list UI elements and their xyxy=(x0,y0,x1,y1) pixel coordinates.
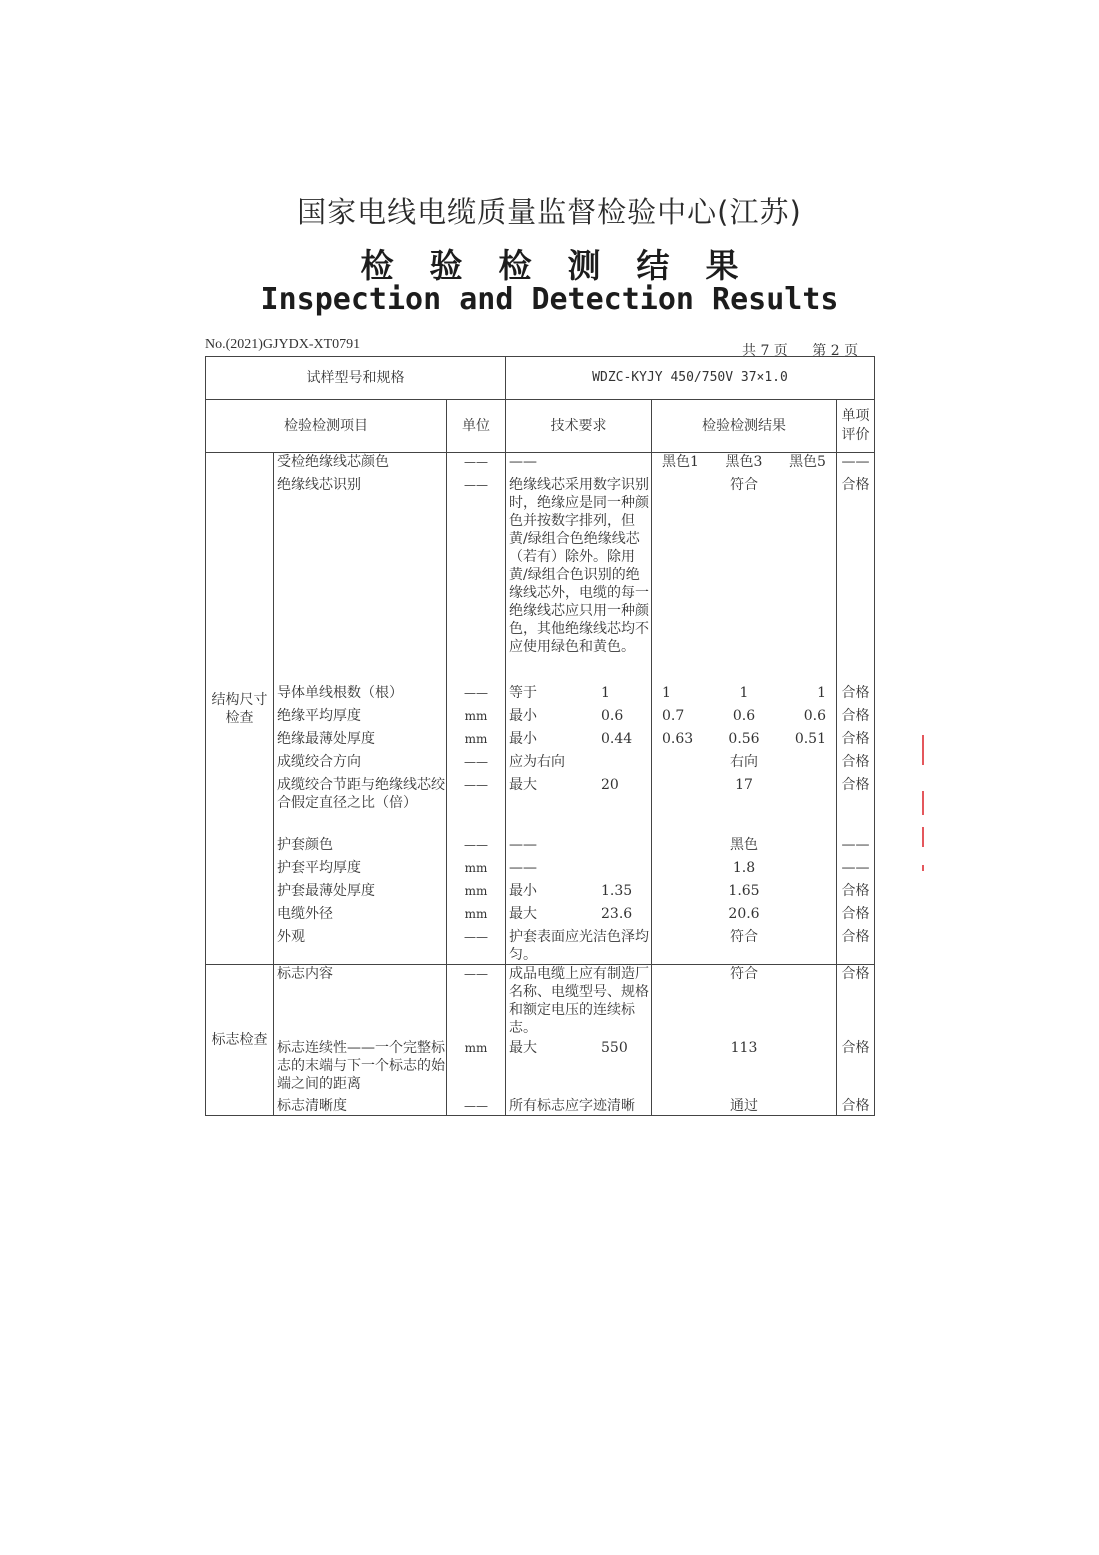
req-cell xyxy=(506,776,652,836)
req-text: —— xyxy=(509,837,537,853)
result-cell xyxy=(652,753,837,776)
result-value: 黑色1 xyxy=(662,454,699,470)
unit-cell: mm xyxy=(447,1039,506,1097)
result-cell xyxy=(652,707,837,730)
table-row xyxy=(206,965,875,1040)
eval-cell: 合格 xyxy=(837,776,875,836)
result-cell xyxy=(652,859,837,882)
eval-cell: 合格 xyxy=(837,928,875,965)
total-pages: 共 7 页 xyxy=(742,343,788,359)
req-cell xyxy=(506,905,652,928)
table-row xyxy=(206,1097,875,1116)
result-value: 1.65 xyxy=(728,883,760,899)
result-cell xyxy=(652,776,837,836)
result-cell xyxy=(652,730,837,753)
title-char: 测 xyxy=(567,246,601,285)
req-text: 最小 xyxy=(509,708,537,724)
item-cell: 电缆外径 xyxy=(274,905,447,928)
table-row xyxy=(206,753,875,776)
req-cell xyxy=(506,753,652,776)
req-cell xyxy=(506,476,652,684)
result-cell xyxy=(652,905,837,928)
req-cell xyxy=(506,928,652,965)
unit-cell: —— xyxy=(447,453,506,477)
title-char: 检 xyxy=(360,246,394,285)
col-header-req: 技术要求 xyxy=(506,400,652,453)
result-triple xyxy=(652,453,836,471)
item-cell: 护套颜色 xyxy=(274,836,447,859)
req-cell xyxy=(506,453,652,477)
item-cell: 导体单线根数（根） xyxy=(274,684,447,707)
item-cell: 标志连续性——一个完整标志的末端与下一个标志的始端之间的距离 xyxy=(274,1039,447,1097)
org-title: 国家电线电缆质量监督检验中心(江苏) xyxy=(297,195,802,229)
req-text: 最小 xyxy=(509,731,537,747)
result-cell xyxy=(652,684,837,707)
result-value: 0.51 xyxy=(794,731,826,747)
result-value: 黑色3 xyxy=(725,454,763,470)
result-value: 黑色 xyxy=(730,837,758,853)
eval-cell: 合格 xyxy=(837,730,875,753)
req-text: 护套表面应光洁色泽均匀。 xyxy=(509,929,649,963)
current-page: 第 2 页 xyxy=(812,343,859,359)
req-text: —— xyxy=(509,454,537,470)
col-header-result: 检验检测结果 xyxy=(652,400,837,453)
req-text: 绝缘线芯采用数字识别时，绝缘应是同一种颜色并按数字排列，但黄/绿组合色绝缘线芯（若有）除外。除用黄/绿组合色识别的绝缘线芯外，电缆的每一绝缘线芯应只用一种颜色，其他绝缘线芯均不应使用绿色和黄色。 xyxy=(509,477,649,655)
unit-cell: mm xyxy=(447,905,506,928)
result-value: 0.6 xyxy=(803,708,826,724)
req-cell xyxy=(506,859,652,882)
unit-cell: mm xyxy=(447,730,506,753)
unit-cell: mm xyxy=(447,859,506,882)
req-cell xyxy=(506,684,652,707)
unit-cell: —— xyxy=(447,753,506,776)
item-cell: 绝缘最薄处厚度 xyxy=(274,730,447,753)
item-cell: 成缆绞合节距与绝缘线芯绞合假定直径之比（倍） xyxy=(274,776,447,836)
req-cell xyxy=(506,730,652,753)
eval-cell: 合格 xyxy=(837,905,875,928)
item-cell: 标志内容 xyxy=(274,965,447,1040)
item-cell: 绝缘线芯识别 xyxy=(274,476,447,684)
req-value: 0.6 xyxy=(601,708,624,724)
table-row xyxy=(206,476,875,684)
req-cell xyxy=(506,707,652,730)
item-cell: 成缆绞合方向 xyxy=(274,753,447,776)
eval-cell: 合格 xyxy=(837,1097,875,1116)
group-label: 结构尺寸 检查 xyxy=(206,453,274,965)
item-cell: 标志清晰度 xyxy=(274,1097,447,1116)
col-header-item: 检验检测项目 xyxy=(206,400,447,453)
report-title-en: Inspection and Detection Results xyxy=(260,282,839,317)
result-cell xyxy=(652,1097,837,1116)
unit-cell: —— xyxy=(447,684,506,707)
req-text: 最小 xyxy=(509,883,537,899)
req-value: 23.6 xyxy=(601,906,633,922)
result-value: 1 xyxy=(739,685,749,701)
stamp-mark xyxy=(920,735,928,875)
req-cell xyxy=(506,1039,652,1097)
result-value: 17 xyxy=(735,777,753,793)
result-value: 113 xyxy=(730,1040,758,1056)
col-header-unit: 单位 xyxy=(447,400,506,453)
title-char: 验 xyxy=(429,246,463,285)
group-label: 标志检查 xyxy=(206,965,274,1116)
req-value: 20 xyxy=(601,777,619,793)
result-value: 0.6 xyxy=(732,708,756,724)
result-cell xyxy=(652,476,837,684)
req-text: 等于 xyxy=(509,685,537,701)
title-char: 检 xyxy=(498,246,532,285)
title-char: 结 xyxy=(636,246,670,285)
eval-cell: 合格 xyxy=(837,965,875,1040)
req-cell xyxy=(506,836,652,859)
req-text: 所有标志应字迹清晰 xyxy=(509,1098,635,1114)
result-value: 通过 xyxy=(730,1098,758,1114)
result-value: 符合 xyxy=(730,966,758,982)
table-row xyxy=(206,882,875,905)
eval-cell: 合格 xyxy=(837,476,875,684)
result-cell xyxy=(652,928,837,965)
table-row xyxy=(206,1039,875,1097)
unit-cell: —— xyxy=(447,476,506,684)
req-text: 最大 xyxy=(509,1040,537,1056)
result-cell xyxy=(652,965,837,1040)
result-value: 1 xyxy=(817,685,826,701)
result-value: 黑色5 xyxy=(789,454,826,470)
result-cell xyxy=(652,453,837,477)
table-row xyxy=(206,905,875,928)
result-cell xyxy=(652,882,837,905)
req-value: 550 xyxy=(601,1040,628,1056)
eval-cell: 合格 xyxy=(837,753,875,776)
item-cell: 外观 xyxy=(274,928,447,965)
table-row xyxy=(206,684,875,707)
item-cell: 绝缘平均厚度 xyxy=(274,707,447,730)
unit-cell: —— xyxy=(447,928,506,965)
title-char: 果 xyxy=(705,246,739,285)
report-title-cn xyxy=(0,240,1099,287)
table-row xyxy=(206,836,875,859)
results-table xyxy=(205,356,875,1116)
eval-cell: 合格 xyxy=(837,1039,875,1097)
col-header-eval: 单项 评价 xyxy=(837,400,875,453)
req-cell xyxy=(506,882,652,905)
eval-cell: 合格 xyxy=(837,684,875,707)
req-text: 成品电缆上应有制造厂名称、电缆型号、规格和额定电压的连续标志。 xyxy=(509,966,649,1036)
req-cell xyxy=(506,1097,652,1116)
req-text: 最大 xyxy=(509,777,537,793)
req-value: 0.44 xyxy=(601,731,633,747)
unit-cell: —— xyxy=(447,836,506,859)
result-cell xyxy=(652,836,837,859)
result-triple xyxy=(652,730,836,748)
result-value: 符合 xyxy=(730,477,758,493)
item-cell: 护套最薄处厚度 xyxy=(274,882,447,905)
unit-cell: mm xyxy=(447,882,506,905)
result-value: 0.63 xyxy=(662,731,694,747)
unit-cell: —— xyxy=(447,776,506,836)
eval-cell: 合格 xyxy=(837,882,875,905)
table-row xyxy=(206,859,875,882)
eval-cell: 合格 xyxy=(837,707,875,730)
req-text: —— xyxy=(509,860,537,876)
result-value: 右向 xyxy=(730,754,758,770)
result-value: 0.7 xyxy=(662,708,685,724)
unit-cell: mm xyxy=(447,707,506,730)
report-number: No.(2021)GJYDX-XT0791 xyxy=(205,337,361,352)
req-text: 最大 xyxy=(509,906,537,922)
item-cell: 受检绝缘线芯颜色 xyxy=(274,453,447,477)
table-row xyxy=(206,730,875,753)
req-text: 应为右向 xyxy=(509,754,565,770)
table-row xyxy=(206,776,875,836)
table-row xyxy=(206,453,875,477)
result-value: 1.8 xyxy=(732,860,756,876)
req-value: 1.35 xyxy=(601,883,633,899)
result-triple xyxy=(652,707,836,725)
item-cell: 护套平均厚度 xyxy=(274,859,447,882)
result-value: 符合 xyxy=(730,929,758,945)
spec-value: WDZC-KYJY 450/750V 37×1.0 xyxy=(506,357,875,400)
spec-label: 试样型号和规格 xyxy=(206,357,506,400)
result-value: 0.56 xyxy=(728,731,760,747)
result-cell xyxy=(652,1039,837,1097)
result-triple xyxy=(652,684,836,702)
table-row xyxy=(206,928,875,965)
table-row xyxy=(206,707,875,730)
req-cell xyxy=(506,965,652,1040)
eval-cell: —— xyxy=(837,453,875,477)
unit-cell: —— xyxy=(447,965,506,1040)
result-value: 1 xyxy=(662,685,671,701)
unit-cell: —— xyxy=(447,1097,506,1116)
result-value: 20.6 xyxy=(728,906,760,922)
eval-cell: —— xyxy=(837,836,875,859)
req-value: 1 xyxy=(601,685,610,701)
eval-cell: —— xyxy=(837,859,875,882)
